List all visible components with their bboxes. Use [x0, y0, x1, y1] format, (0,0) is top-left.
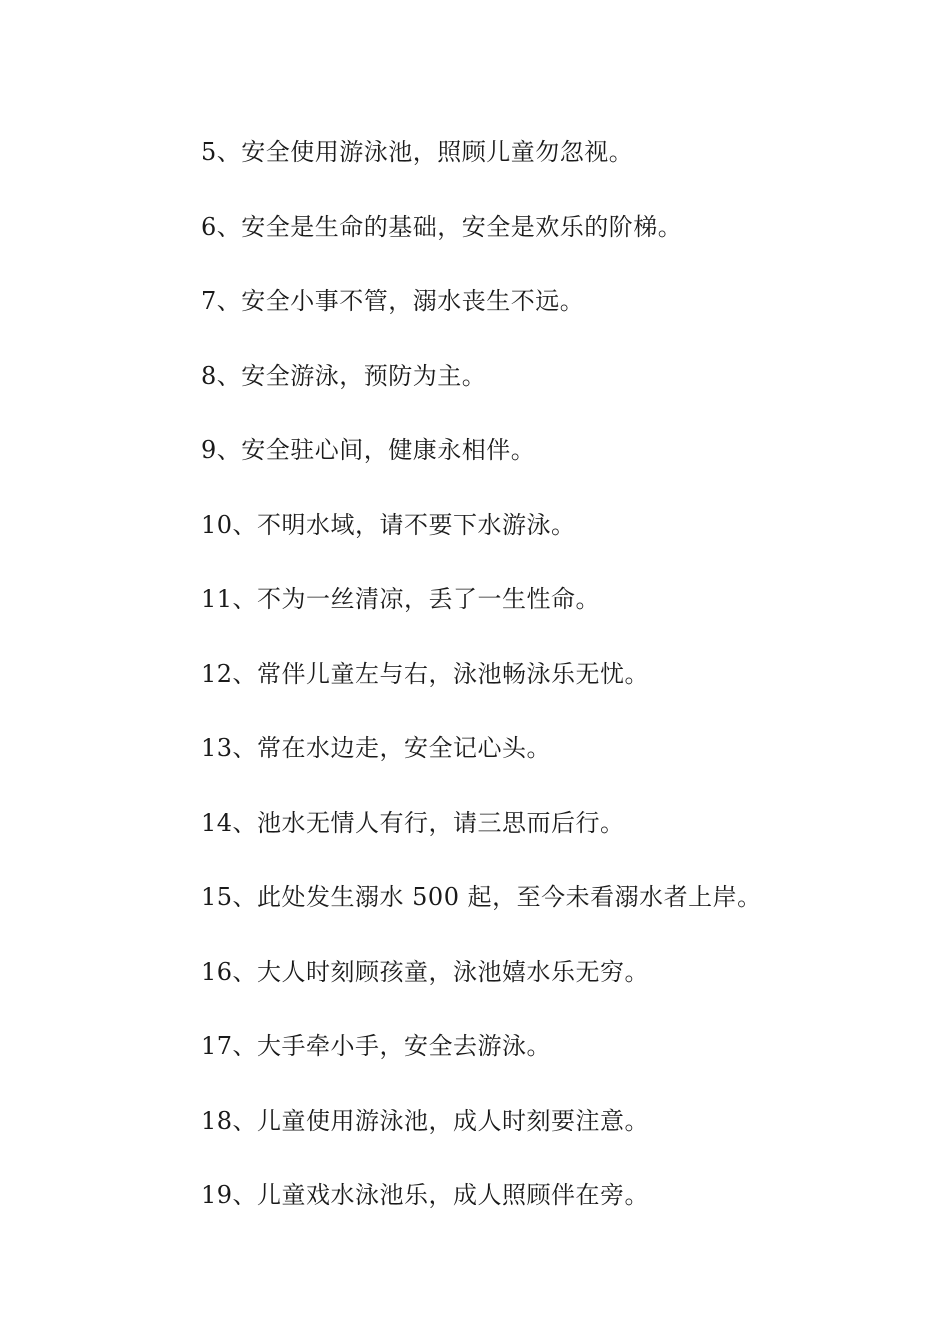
slogan-list — [201, 132, 762, 1250]
list-item: 19、儿童戏水泳池乐，成人照顾伴在旁。 — [201, 1181, 650, 1209]
list-item: 14、池水无情人有行，请三思而后行。 — [201, 808, 625, 837]
list-item: 12、常伴儿童左与右，泳池畅泳乐无忧。 — [201, 659, 650, 688]
list-item: 8、安全游泳，预防为主。 — [201, 361, 487, 390]
list-item: 6、安全是生命的基础，安全是欢乐的阶梯。 — [201, 212, 683, 241]
list-item: 5、安全使用游泳池，照顾儿童勿忽视。 — [201, 138, 634, 166]
list-item: 10、不明水域，请不要下水游泳。 — [201, 510, 576, 539]
list-item: 13、常在水边走，安全记心头。 — [201, 734, 552, 762]
list-item: 9、安全驻心间，健康永相伴。 — [201, 436, 536, 464]
list-item: 16、大人时刻顾孩童，泳池嬉水乐无穷。 — [201, 957, 650, 986]
list-item: 17、大手牵小手，安全去游泳。 — [201, 1032, 552, 1060]
list-item: 11、不为一丝清凉，丢了一生性命。 — [201, 585, 601, 613]
list-item: 15、此处发生溺水 500 起，至今未看溺水者上岸。 — [201, 883, 762, 911]
list-item: 7、安全小事不管，溺水丧生不远。 — [201, 287, 585, 315]
list-item: 18、儿童使用游泳池，成人时刻要注意。 — [201, 1106, 650, 1135]
